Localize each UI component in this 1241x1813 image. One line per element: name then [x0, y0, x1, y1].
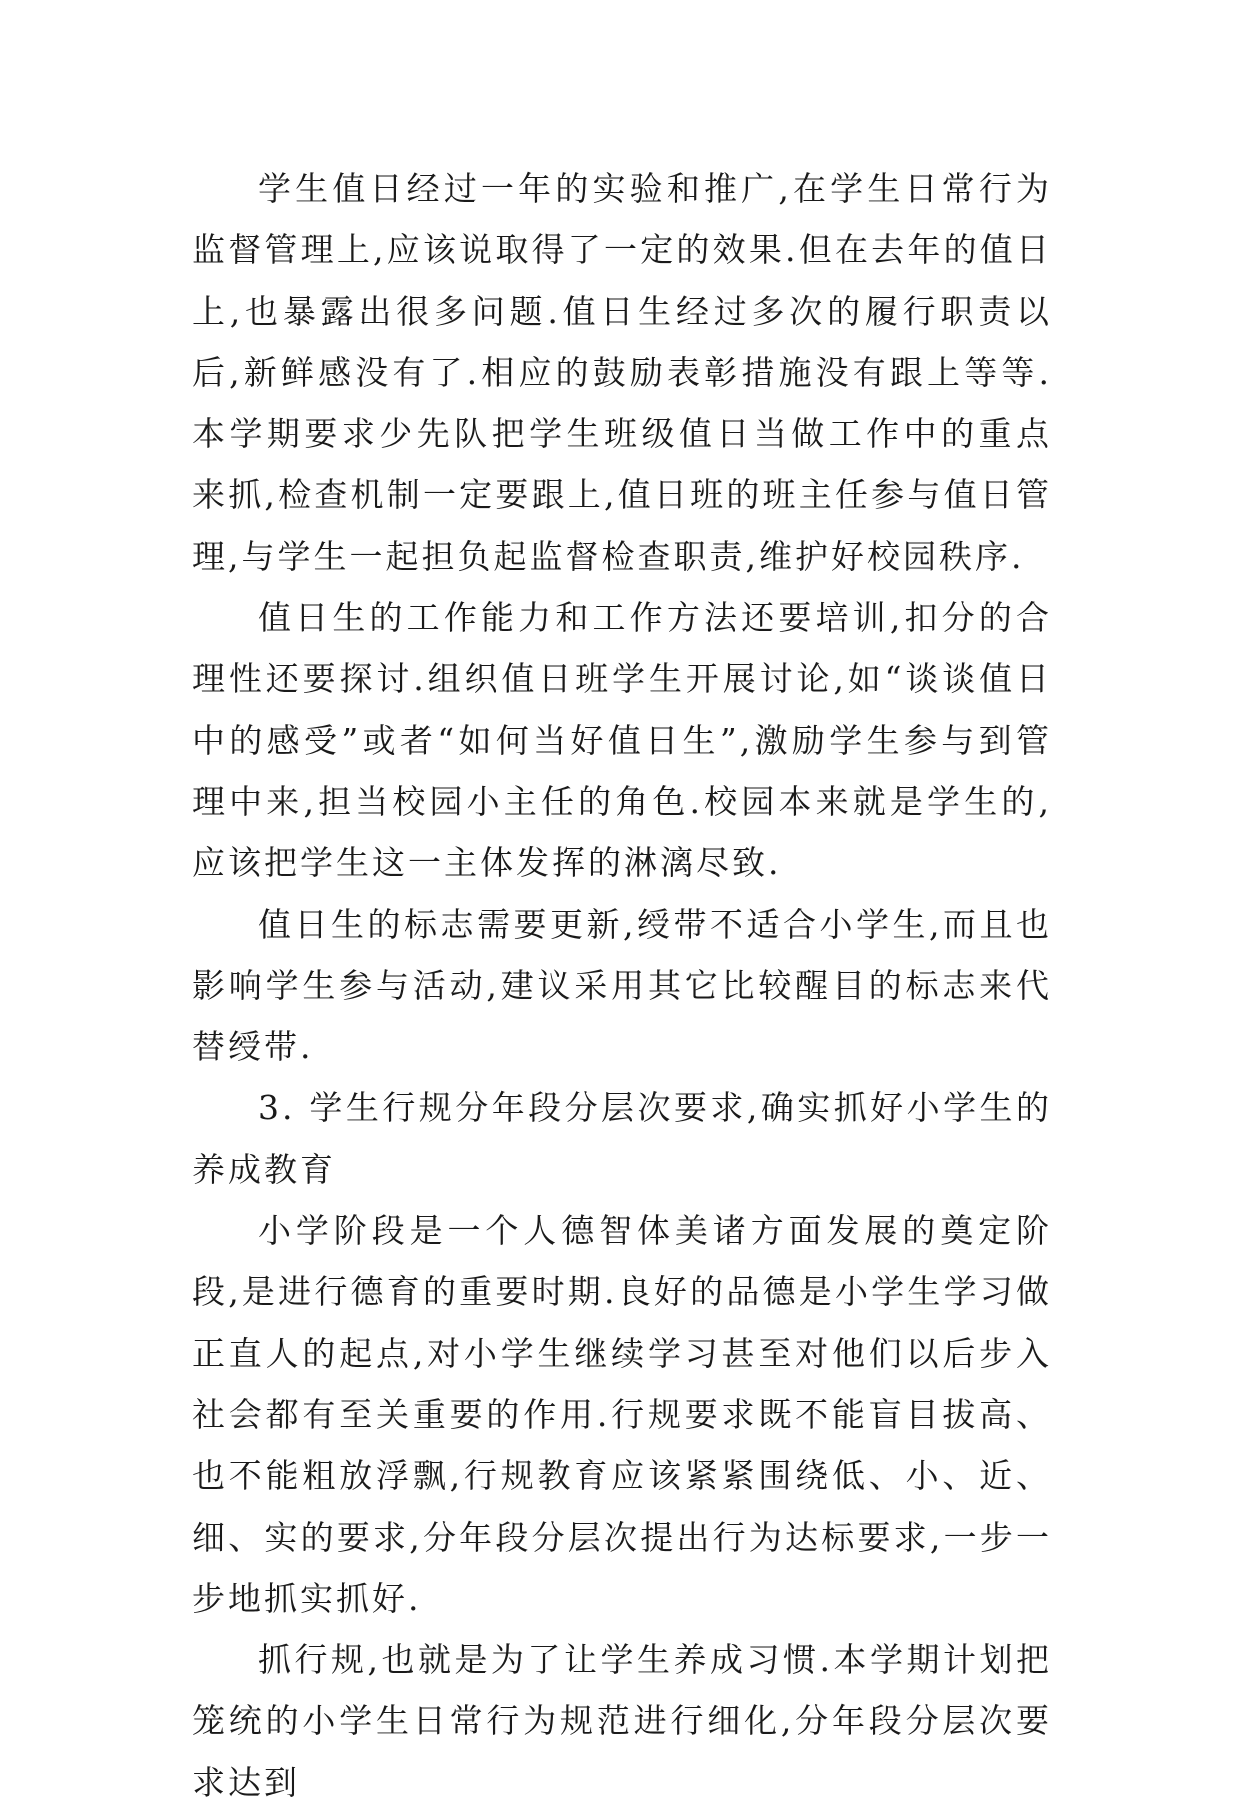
paragraph-conduct-habits: 抓行规,也就是为了让学生养成习惯.本学期计划把笼统的小学生日常行为规范进行细化,分年段分层次要求达到	[192, 1640, 1052, 1802]
paragraph-student-duty-review: 学生值日经过一年的实验和推广,在学生日常行为监督管理上,应该说取得了一定的效果.但在去年的值日上,也暴露出很多问题.值日生经过多次的履行职责以后,新鲜感没有了.相应的鼓励表彰措施没有跟上等等.本学期要求少先队把学生班级值日当做工作中的重点来抓,检查机制一定要跟上,值日班的班主任参与值日管理,与学生一起担负起监督检查职责,维护好校园秩序.	[192, 169, 1052, 576]
document-body	[192, 158, 1052, 1813]
paragraph-duty-training: 值日生的工作能力和工作方法还要培训,扣分的合理性还要探讨.组织值日班学生开展讨论,如“谈谈值日中的感受”或者“如何当好值日生”,激励学生参与到管理中来,担当校园小主任的角色.校园本来就是学生的,应该把学生这一主体发挥的淋漓尽致.	[192, 598, 1052, 883]
section-heading-3: 3. 学生行规分年段分层次要求,确实抓好小学生的养成教育	[192, 1088, 1052, 1189]
paragraph-duty-badge: 值日生的标志需要更新,绶带不适合小学生,而且也影响学生参与活动,建议采用其它比较醒目的标志来代替绶带.	[192, 904, 1052, 1067]
paragraph-primary-stage: 小学阶段是一个人德智体美诸方面发展的奠定阶段,是进行德育的重要时期.良好的品德是小学生学习做正直人的起点,对小学生继续学习甚至对他们以后步入社会都有至关重要的作用.行规要求既不能盲目拔高、也不能粗放浮飘,行规教育应该紧紧围绕低、小、近、细、实的要求,分年段分层次提出行为达标要求,一步一步地抓实抓好.	[192, 1211, 1052, 1618]
